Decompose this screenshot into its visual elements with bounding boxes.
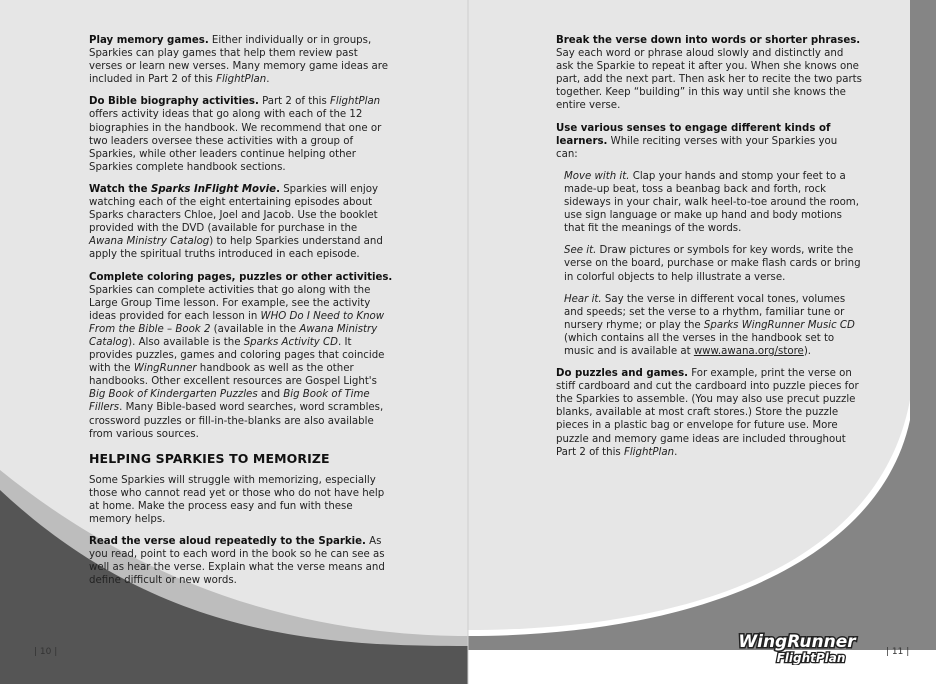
para-italic: FlightPlan: [216, 74, 267, 86]
para-text: For example, print the verse on stiff cardboard and cut the cardboard into puzzle pieces for the Sparkies to assemble. (You may also use precut puzzle blanks, available at most craft stores.) Store the puzzle pieces in a plastic bag or envelope for future use. More puzzle and memory game ideas are included throughout Part 2 of this: [556, 368, 859, 458]
para-italic: WHO Do I Need to Know From the Bible – Book 2: [89, 310, 385, 335]
heading-part: Watch the: [89, 183, 152, 195]
movie-paragraph: [89, 183, 394, 262]
senses-paragraph: [556, 122, 862, 161]
para-italic: Sparks WingRunner Music CD: [703, 319, 855, 331]
para-text: and: [257, 389, 284, 401]
hear-it-paragraph: [564, 293, 862, 358]
para-text: Sparkies will enjoy watching each of the eight entertaining episodes about Sparks characters Chloe, Joel and Jacob. Use the booklet provided with the DVD (available for purchase in the: [89, 183, 378, 235]
heading-part: .: [276, 183, 280, 195]
coloring-paragraph: [89, 271, 394, 441]
para-text: While reciting verses with your Sparkies you can:: [556, 135, 838, 160]
left-page-text: [89, 34, 394, 597]
para-italic: FlightPlan: [623, 446, 675, 458]
para-text: ) to help Sparkies understand and apply the spiritual truths introduced in each episode.: [89, 236, 383, 261]
puzzles-paragraph: [556, 367, 862, 459]
para-text: . Many Bible-based word searches, word scrambles, crossword puzzles or fill-in-the-blanks are also available from various sources.: [89, 402, 384, 440]
store-link[interactable]: www.awana.org/store: [693, 345, 804, 357]
para-text: As you read, point to each word in the book so he can see as well as hear the verse. Explain what the verse means and define difficult or new words.: [89, 536, 385, 587]
see-it-paragraph: [564, 244, 862, 283]
intro-paragraph: Some Sparkies will struggle with memorizing, especially those who cannot read yet or those who do not have help at home. Make the process easy and fun with these memory helps.: [89, 474, 385, 526]
para-italic: Awana Ministry Catalog: [89, 236, 210, 248]
para-heading: Do puzzles and games.: [556, 368, 689, 380]
para-text: Sparkies can complete activities that go along with the Large Group Time lesson. For example, see the activity ideas provided for each lesson in: [89, 284, 371, 322]
para-heading: [89, 184, 280, 195]
para-text: Part 2 of this: [258, 96, 331, 108]
para-text: Draw pictures or symbols for key words, write the verse on the board, purchase or make flash cards or bring in colorful objects to help illustrate a verse.: [564, 245, 861, 283]
para-text: . It provides puzzles, games and coloring pages that coincide with the: [89, 336, 385, 375]
para-italic: FlightPlan: [330, 96, 381, 108]
para-italic: Hear it.: [564, 293, 602, 305]
heading-italic: Sparks InFlight Movie: [151, 183, 277, 195]
para-text: handbook as well as the other handbooks. Other excellent resources are Gospel Light's: [89, 363, 377, 388]
para-italic: Sparks Activity CD: [243, 336, 339, 348]
para-text: ). Also available is the: [128, 336, 244, 348]
memory-games-paragraph: [89, 34, 394, 86]
read-aloud-paragraph: [89, 535, 394, 587]
para-italic: Big Book of Kindergarten Puzzles: [89, 389, 258, 401]
para-text: Clap your hands and stomp your feet to a made-up beat, toss a beanbag back and forth, rock sideways in your chair, walk heel-to-toe around the room, use sign language or make up hand and body motions that fit the meanings of the words.: [564, 170, 859, 235]
para-text: ).: [803, 345, 812, 357]
para-italic: Move with it.: [564, 170, 630, 182]
wingrunner-logo: [727, 631, 867, 665]
para-heading: Break the verse down into words or shorter phrases.: [556, 35, 861, 46]
left-page-number: | 10 |: [34, 647, 58, 657]
logo-line1: WingRunner: [738, 632, 856, 652]
right-page-text: [556, 34, 862, 468]
move-with-it-paragraph: [564, 170, 862, 235]
para-italic: Big Book of Time Fillers: [89, 389, 370, 414]
para-text: .: [674, 446, 678, 458]
para-text: (available in the: [210, 323, 300, 335]
para-text: (which contains all the verses in the handbook set to music and is available at: [564, 332, 835, 357]
para-italic: Awana Ministry Catalog: [89, 323, 378, 348]
para-italic: WingRunner: [133, 363, 197, 375]
para-italic: See it.: [564, 245, 597, 257]
break-verse-paragraph: [556, 34, 862, 113]
para-heading: Play memory games.: [89, 35, 209, 46]
para-heading: Use various senses to engage different kinds of learners.: [556, 122, 831, 147]
para-text: .: [266, 74, 270, 86]
logo-line2: FlightPlan: [776, 651, 846, 665]
bible-biography-paragraph: [89, 95, 394, 174]
para-heading: Read the verse aloud repeatedly to the Sparkie.: [89, 536, 366, 548]
para-text: Say each word or phrase aloud slowly and distinctly and ask the Sparkie to repeat it after you. When she knows one part, add the next part. Then ask her to recite the two parts together. Keep “building” in this way until she knows the entire verse.: [556, 48, 862, 112]
section-heading: HELPING SPARKIES TO MEMORIZE: [89, 450, 330, 466]
para-text: offers activity ideas that go along with each of the 12 biographies in the handbook. We recommend that one or two leaders oversee these activities with a group of Sparkies, while other leaders continue helping other Sparkies complete handbook sections.: [89, 109, 382, 173]
para-text: Either individually or in groups, Sparkies can play games that help them review past verses or learn new verses. Many memory game ideas are included in Part 2 of this: [89, 35, 388, 86]
para-heading: Do Bible biography activities.: [89, 96, 259, 108]
para-text: Say the verse in different vocal tones, volumes and speeds; set the verse to a rhythm, familiar tune or nursery rhyme; or play the: [564, 293, 846, 331]
para-heading: Complete coloring pages, puzzles or other activities.: [89, 271, 393, 283]
right-page-number: | 11 |: [886, 647, 910, 657]
